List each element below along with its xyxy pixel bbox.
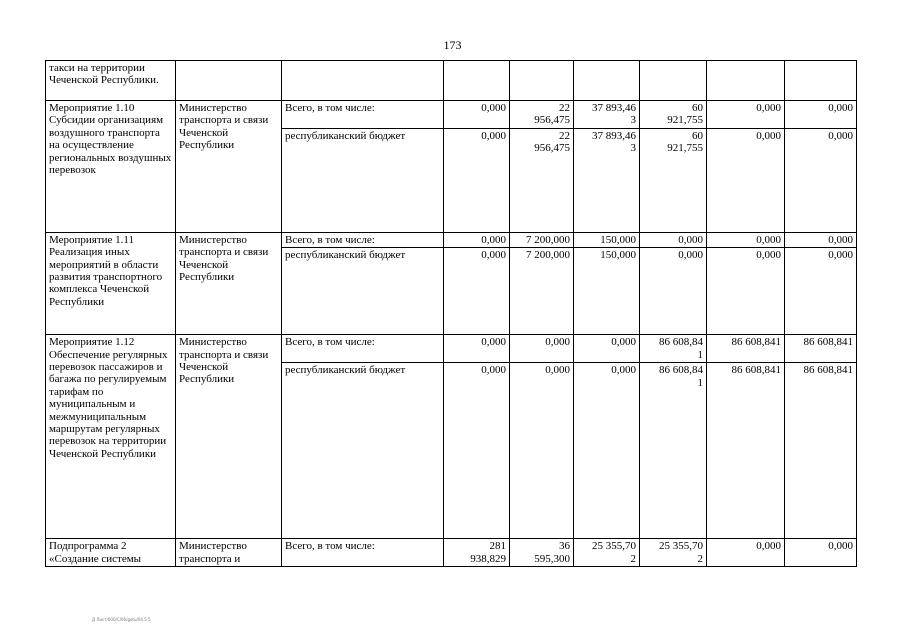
value-cell: 0,000 [510, 335, 574, 363]
source-cell: Всего, в том числе: [282, 539, 444, 567]
value-cell: 0,000 [640, 248, 707, 335]
value-cell: 0,000 [785, 101, 857, 129]
table-row [46, 101, 857, 129]
value-cell: 37 893,46 3 [574, 128, 640, 232]
value-cell: 25 355,70 2 [574, 539, 640, 567]
value-cell: 0,000 [444, 101, 510, 129]
budget-table [45, 60, 857, 567]
value-cell: 0,000 [444, 232, 510, 247]
value-cell: 36 595,300 [510, 539, 574, 567]
source-cell [282, 61, 444, 101]
value-cell [510, 61, 574, 101]
event-cell: Подпрограмма 2 «Создание системы [46, 539, 176, 567]
value-cell: 7 200,000 [510, 232, 574, 247]
value-cell: 22 956,475 [510, 128, 574, 232]
value-cell: 0,000 [574, 335, 640, 363]
executor-cell: Министерство транспорта и связи Чеченской Республики [176, 232, 282, 334]
value-cell: 0,000 [785, 128, 857, 232]
value-cell: 0,000 [707, 248, 785, 335]
executor-cell: Министерство транспорта и связи Чеченской Республики [176, 101, 282, 233]
event-cell: Мероприятие 1.11 Реализация иных мероприятий в области развития транспортного комплекса Чеченской Республики [46, 232, 176, 334]
table-row [46, 61, 857, 101]
value-cell: 150,000 [574, 248, 640, 335]
value-cell: 0,000 [707, 128, 785, 232]
value-cell: 60 921,755 [640, 128, 707, 232]
value-cell: 0,000 [785, 248, 857, 335]
executor-cell: Министерство транспорта и [176, 539, 282, 567]
value-cell: 86 608,841 [707, 335, 785, 363]
value-cell: 0,000 [444, 363, 510, 539]
value-cell: 0,000 [707, 539, 785, 567]
source-cell: республиканский бюджет [282, 128, 444, 232]
value-cell: 281 938,829 [444, 539, 510, 567]
value-cell: 0,000 [640, 232, 707, 247]
value-cell: 0,000 [785, 232, 857, 247]
value-cell [640, 61, 707, 101]
value-cell: 86 608,841 [707, 363, 785, 539]
table-row [46, 539, 857, 567]
value-cell: 0,000 [510, 363, 574, 539]
page-number: 173 [443, 38, 462, 52]
value-cell: 0,000 [707, 101, 785, 129]
value-cell: 86 608,84 1 [640, 363, 707, 539]
event-cell: Мероприятие 1.12 Обеспечение регулярных перевозок пассажиров и багажа по регулируемым тарифам по муниципальным и межмуниципальным маршрутам регулярных перевозок на территории Чеченской Республики [46, 335, 176, 539]
value-cell: 150,000 [574, 232, 640, 247]
source-cell: республиканский бюджет [282, 363, 444, 539]
value-cell: 0,000 [707, 232, 785, 247]
value-cell: 0,000 [574, 363, 640, 539]
value-cell: 0,000 [444, 335, 510, 363]
value-cell: 37 893,46 3 [574, 101, 640, 129]
value-cell: 22 956,475 [510, 101, 574, 129]
value-cell: 86 608,841 [785, 363, 857, 539]
value-cell: 60 921,755 [640, 101, 707, 129]
value-cell [574, 61, 640, 101]
value-cell: 86 608,841 [785, 335, 857, 363]
source-cell: республиканский бюджет [282, 248, 444, 335]
value-cell: 0,000 [444, 248, 510, 335]
executor-cell: Министерство транспорта и связи Чеченской Республики [176, 335, 282, 539]
event-cell: такси на территории Чеченской Республики. [46, 61, 176, 101]
source-cell: Всего, в том числе: [282, 101, 444, 129]
footer-stamp: Д Лист/000/С/06/gotu/04.5.5 [92, 617, 151, 622]
source-cell: Всего, в том числе: [282, 232, 444, 247]
source-cell: Всего, в том числе: [282, 335, 444, 363]
value-cell [785, 61, 857, 101]
table-row [46, 232, 857, 247]
executor-cell [176, 61, 282, 101]
event-cell: Мероприятие 1.10 Субсидии организациям воздушного транспорта на осуществление региональных воздушных перевозок [46, 101, 176, 233]
value-cell: 7 200,000 [510, 248, 574, 335]
table-row [46, 335, 857, 363]
value-cell [707, 61, 785, 101]
value-cell: 0,000 [785, 539, 857, 567]
value-cell: 0,000 [444, 128, 510, 232]
value-cell: 25 355,70 2 [640, 539, 707, 567]
value-cell: 86 608,84 1 [640, 335, 707, 363]
value-cell [444, 61, 510, 101]
